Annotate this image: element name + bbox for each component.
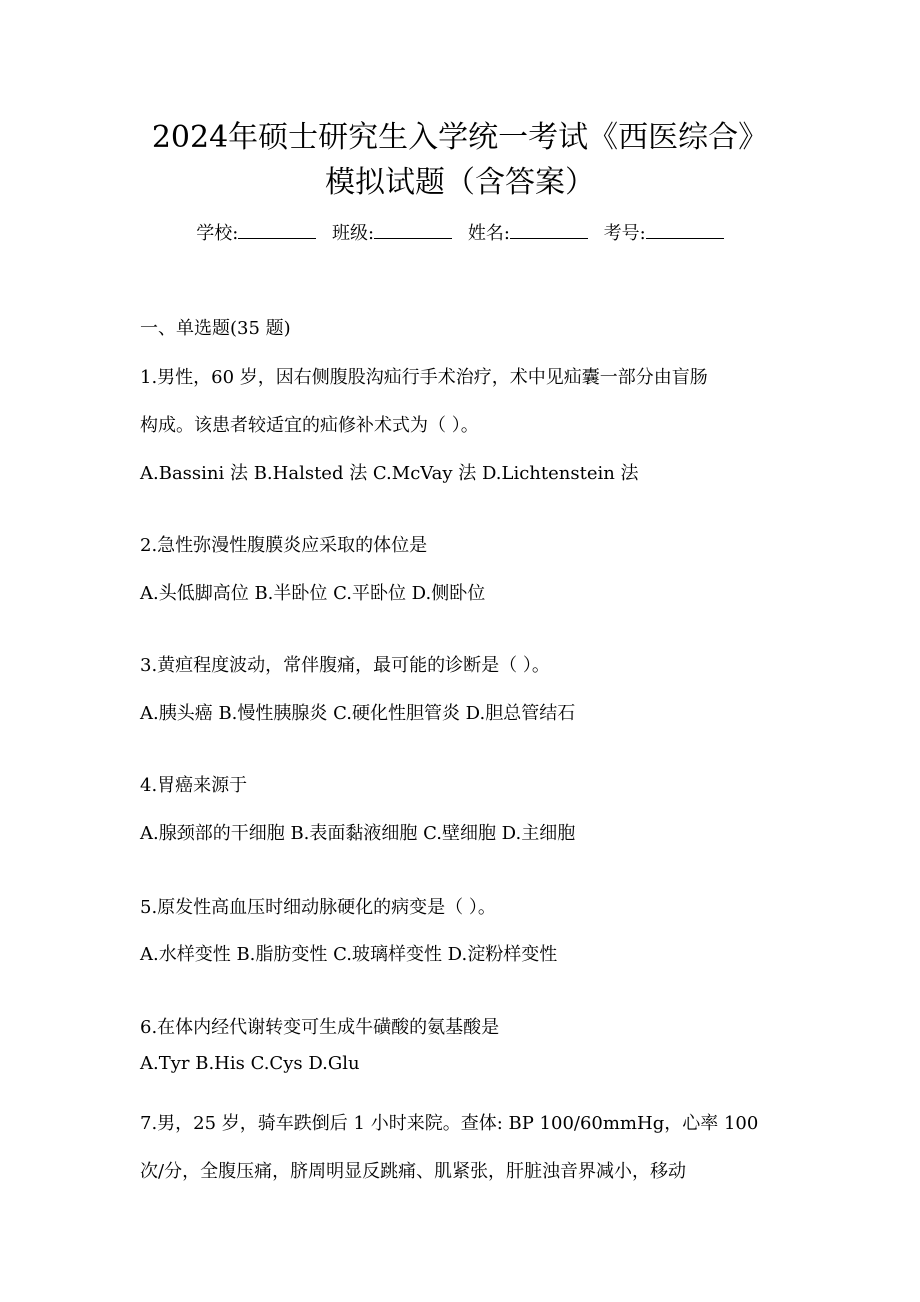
- question-5-stem: 5.原发性高血压时细动脉硬化的病变是（ ）。: [140, 897, 496, 918]
- name-field: [468, 223, 588, 244]
- document-title: 2024年硕士研究生入学统一考试《西医综合》: [151, 120, 769, 155]
- name-blank: [510, 220, 588, 239]
- class-blank: [374, 220, 452, 239]
- question-4-options: A.腺颈部的干细胞 B.表面黏液细胞 C.壁细胞 D.主细胞: [140, 823, 576, 844]
- question-6-options: A.Tyr B.His C.Cys D.Glu: [140, 1053, 360, 1074]
- class-field: [332, 223, 452, 244]
- school-label: 学校:: [196, 223, 239, 244]
- school-blank: [238, 220, 316, 239]
- question-4-stem: 4.胃癌来源于: [140, 775, 248, 796]
- question-7-stem-line-1: 7.男，25 岁，骑车跌倒后 1 小时来院。查体: BP 100/60mmHg，心率 100: [140, 1113, 759, 1134]
- exam-no-label: 考号:: [603, 223, 646, 244]
- name-label: 姓名:: [467, 223, 510, 244]
- question-1-stem-line-1: 1.男性，60 岁，因右侧腹股沟疝行手术治疗，术中见疝囊一部分由盲肠: [140, 367, 708, 388]
- question-1-stem-line-2: 构成。该患者较适宜的疝修补术式为（ ）。: [140, 415, 479, 436]
- question-7-stem-line-2: 次/分，全腹压痛，脐周明显反跳痛、肌紧张，肝脏浊音界减小，移动: [140, 1161, 687, 1182]
- question-2-options: A.头低脚高位 B.半卧位 C.平卧位 D.侧卧位: [140, 583, 486, 604]
- question-5-options: A.水样变性 B.脂肪变性 C.玻璃样变性 D.淀粉样变性: [140, 944, 558, 965]
- question-3-stem: 3.黄疸程度波动，常伴腹痛，最可能的诊断是（ ）。: [140, 655, 550, 676]
- question-2-stem: 2.急性弥漫性腹膜炎应采取的体位是: [140, 535, 428, 556]
- exam-no-field: [604, 223, 724, 244]
- exam-no-blank: [646, 220, 724, 239]
- question-1-options: A.Bassini 法 B.Halsted 法 C.McVay 法 D.Lichtenstein 法: [140, 463, 639, 484]
- section-heading: 一、单选题(35 题): [140, 318, 291, 339]
- student-info-row: [0, 220, 920, 247]
- question-3-options: A.胰头癌 B.慢性胰腺炎 C.硬化性胆管炎 D.胆总管结石: [140, 703, 576, 724]
- question-6-stem: 6.在体内经代谢转变可生成牛磺酸的氨基酸是: [140, 1017, 500, 1038]
- school-field: [196, 223, 316, 244]
- class-label: 班级:: [332, 223, 375, 244]
- document-subtitle: 模拟试题（含答案）: [325, 165, 595, 200]
